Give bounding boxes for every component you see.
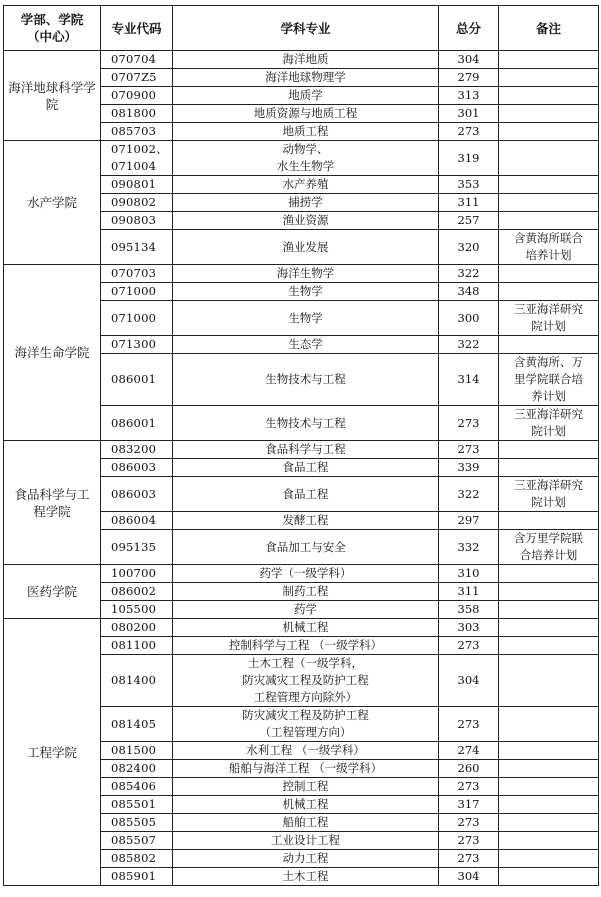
major-cell: 船舶与海洋工程 （一级学科）	[173, 760, 439, 778]
major-cell: 防灾减灾工程及防护工程 （工程管理方向）	[173, 707, 439, 742]
note-cell	[499, 868, 599, 886]
note-cell	[499, 512, 599, 530]
note-cell	[499, 742, 599, 760]
score-cell: 304	[439, 51, 499, 69]
dept-cell: 食品科学与工 程学院	[4, 441, 101, 565]
table-row	[4, 51, 599, 69]
score-cell: 273	[439, 441, 499, 459]
note-cell	[499, 637, 599, 655]
major-cell: 生态学	[173, 336, 439, 354]
header-major: 学科专业	[173, 6, 439, 51]
major-cell: 机械工程	[173, 619, 439, 637]
score-cell: 311	[439, 583, 499, 601]
note-cell	[499, 796, 599, 814]
major-cell: 生物技术与工程	[173, 354, 439, 406]
score-cell: 353	[439, 176, 499, 194]
note-cell	[499, 441, 599, 459]
header-code: 专业代码	[101, 6, 173, 51]
score-cell: 297	[439, 512, 499, 530]
score-cell: 300	[439, 301, 499, 336]
code-cell: 071000	[101, 283, 173, 301]
major-cell: 食品加工与安全	[173, 530, 439, 565]
major-cell: 海洋地球物理学	[173, 69, 439, 87]
table-row	[4, 141, 599, 176]
code-cell: 081800	[101, 105, 173, 123]
code-cell: 085703	[101, 123, 173, 141]
dept-cell: 工程学院	[4, 619, 101, 886]
major-cell: 地质学	[173, 87, 439, 105]
score-cell: 320	[439, 230, 499, 265]
score-cell: 304	[439, 868, 499, 886]
note-cell	[499, 655, 599, 707]
code-cell: 085505	[101, 814, 173, 832]
code-cell: 071300	[101, 336, 173, 354]
score-cell: 301	[439, 105, 499, 123]
code-cell: 085802	[101, 850, 173, 868]
score-cell: 257	[439, 212, 499, 230]
table-body	[4, 51, 599, 886]
major-cell: 控制工程	[173, 778, 439, 796]
code-cell: 086004	[101, 512, 173, 530]
note-cell	[499, 760, 599, 778]
major-cell: 海洋地质	[173, 51, 439, 69]
score-cell: 322	[439, 336, 499, 354]
code-cell: 071002、 071004	[101, 141, 173, 176]
note-cell	[499, 707, 599, 742]
note-cell	[499, 601, 599, 619]
code-cell: 070900	[101, 87, 173, 105]
note-cell	[499, 336, 599, 354]
note-cell	[499, 265, 599, 283]
code-cell: 082400	[101, 760, 173, 778]
score-cell: 348	[439, 283, 499, 301]
note-cell	[499, 778, 599, 796]
note-cell	[499, 141, 599, 176]
code-cell: 085501	[101, 796, 173, 814]
major-cell: 水利工程 （一级学科）	[173, 742, 439, 760]
major-cell: 食品工程	[173, 477, 439, 512]
code-cell: 070703	[101, 265, 173, 283]
code-cell: 086002	[101, 583, 173, 601]
note-cell: 三亚海洋研究 院计划	[499, 406, 599, 441]
header-row	[4, 6, 599, 51]
score-cell: 339	[439, 459, 499, 477]
table-row	[4, 265, 599, 283]
note-cell	[499, 283, 599, 301]
score-cell: 313	[439, 87, 499, 105]
code-cell: 086001	[101, 354, 173, 406]
major-cell: 海洋生物学	[173, 265, 439, 283]
major-cell: 控制科学与工程 （一级学科）	[173, 637, 439, 655]
score-cell: 332	[439, 530, 499, 565]
score-cell: 273	[439, 832, 499, 850]
table-row	[4, 441, 599, 459]
score-cell: 273	[439, 406, 499, 441]
note-cell: 三亚海洋研究 院计划	[499, 301, 599, 336]
dept-cell: 医药学院	[4, 565, 101, 619]
note-cell: 三亚海洋研究 院计划	[499, 477, 599, 512]
code-cell: 095134	[101, 230, 173, 265]
code-cell: 100700	[101, 565, 173, 583]
note-cell	[499, 565, 599, 583]
table-row	[4, 619, 599, 637]
code-cell: 086003	[101, 459, 173, 477]
code-cell: 085507	[101, 832, 173, 850]
code-cell: 070704	[101, 51, 173, 69]
major-cell: 生物学	[173, 283, 439, 301]
major-cell: 地质资源与地质工程	[173, 105, 439, 123]
major-cell: 食品科学与工程	[173, 441, 439, 459]
major-cell: 水产养殖	[173, 176, 439, 194]
score-cell: 358	[439, 601, 499, 619]
major-cell: 渔业发展	[173, 230, 439, 265]
dept-cell: 水产学院	[4, 141, 101, 265]
score-cell: 274	[439, 742, 499, 760]
major-cell: 药学（一级学科）	[173, 565, 439, 583]
table-row	[4, 565, 599, 583]
code-cell: 081400	[101, 655, 173, 707]
note-cell	[499, 51, 599, 69]
score-cell: 303	[439, 619, 499, 637]
score-cell: 322	[439, 265, 499, 283]
major-cell: 捕捞学	[173, 194, 439, 212]
dept-cell: 海洋生命学院	[4, 265, 101, 441]
score-cell: 311	[439, 194, 499, 212]
major-cell: 食品工程	[173, 459, 439, 477]
note-cell	[499, 583, 599, 601]
code-cell: 090802	[101, 194, 173, 212]
note-cell	[499, 619, 599, 637]
code-cell: 081500	[101, 742, 173, 760]
dept-cell: 海洋地球科学学 院	[4, 51, 101, 141]
note-cell	[499, 832, 599, 850]
code-cell: 090803	[101, 212, 173, 230]
note-cell	[499, 212, 599, 230]
code-cell: 081405	[101, 707, 173, 742]
note-cell: 含黄海所、万 里学院联合培 养计划	[499, 354, 599, 406]
code-cell: 095135	[101, 530, 173, 565]
score-cell: 314	[439, 354, 499, 406]
note-cell	[499, 176, 599, 194]
code-cell: 090801	[101, 176, 173, 194]
note-cell	[499, 105, 599, 123]
major-cell: 工业设计工程	[173, 832, 439, 850]
note-cell: 含万里学院联 合培养计划	[499, 530, 599, 565]
major-cell: 药学	[173, 601, 439, 619]
score-cell: 273	[439, 814, 499, 832]
major-cell: 土木工程	[173, 868, 439, 886]
score-cell: 273	[439, 123, 499, 141]
note-cell: 含黄海所联合 培养计划	[499, 230, 599, 265]
major-cell: 船舶工程	[173, 814, 439, 832]
header-note: 备注	[499, 6, 599, 51]
code-cell: 071000	[101, 301, 173, 336]
note-cell	[499, 69, 599, 87]
code-cell: 085406	[101, 778, 173, 796]
major-cell: 渔业资源	[173, 212, 439, 230]
major-cell: 机械工程	[173, 796, 439, 814]
score-cell: 317	[439, 796, 499, 814]
score-cell: 304	[439, 655, 499, 707]
code-cell: 081100	[101, 637, 173, 655]
major-cell: 生物学	[173, 301, 439, 336]
header-dept: 学部、学院 （中心）	[4, 6, 101, 51]
score-table	[3, 5, 599, 886]
score-cell: 273	[439, 637, 499, 655]
score-cell: 319	[439, 141, 499, 176]
score-cell: 322	[439, 477, 499, 512]
major-cell: 地质工程	[173, 123, 439, 141]
major-cell: 土木工程（一级学科， 防灾减灾工程及防护工程 工程管理方向除外）	[173, 655, 439, 707]
code-cell: 0707Z5	[101, 69, 173, 87]
note-cell	[499, 194, 599, 212]
score-cell: 273	[439, 778, 499, 796]
major-cell: 制药工程	[173, 583, 439, 601]
score-cell: 273	[439, 850, 499, 868]
header-score: 总分	[439, 6, 499, 51]
major-cell: 动力工程	[173, 850, 439, 868]
score-cell: 260	[439, 760, 499, 778]
note-cell	[499, 123, 599, 141]
code-cell: 086001	[101, 406, 173, 441]
code-cell: 083200	[101, 441, 173, 459]
note-cell	[499, 87, 599, 105]
major-cell: 发酵工程	[173, 512, 439, 530]
code-cell: 080200	[101, 619, 173, 637]
score-cell: 273	[439, 707, 499, 742]
score-cell: 310	[439, 565, 499, 583]
note-cell	[499, 814, 599, 832]
major-cell: 动物学、 水生生物学	[173, 141, 439, 176]
major-cell: 生物技术与工程	[173, 406, 439, 441]
code-cell: 105500	[101, 601, 173, 619]
note-cell	[499, 850, 599, 868]
code-cell: 085901	[101, 868, 173, 886]
code-cell: 086003	[101, 477, 173, 512]
score-cell: 279	[439, 69, 499, 87]
note-cell	[499, 459, 599, 477]
